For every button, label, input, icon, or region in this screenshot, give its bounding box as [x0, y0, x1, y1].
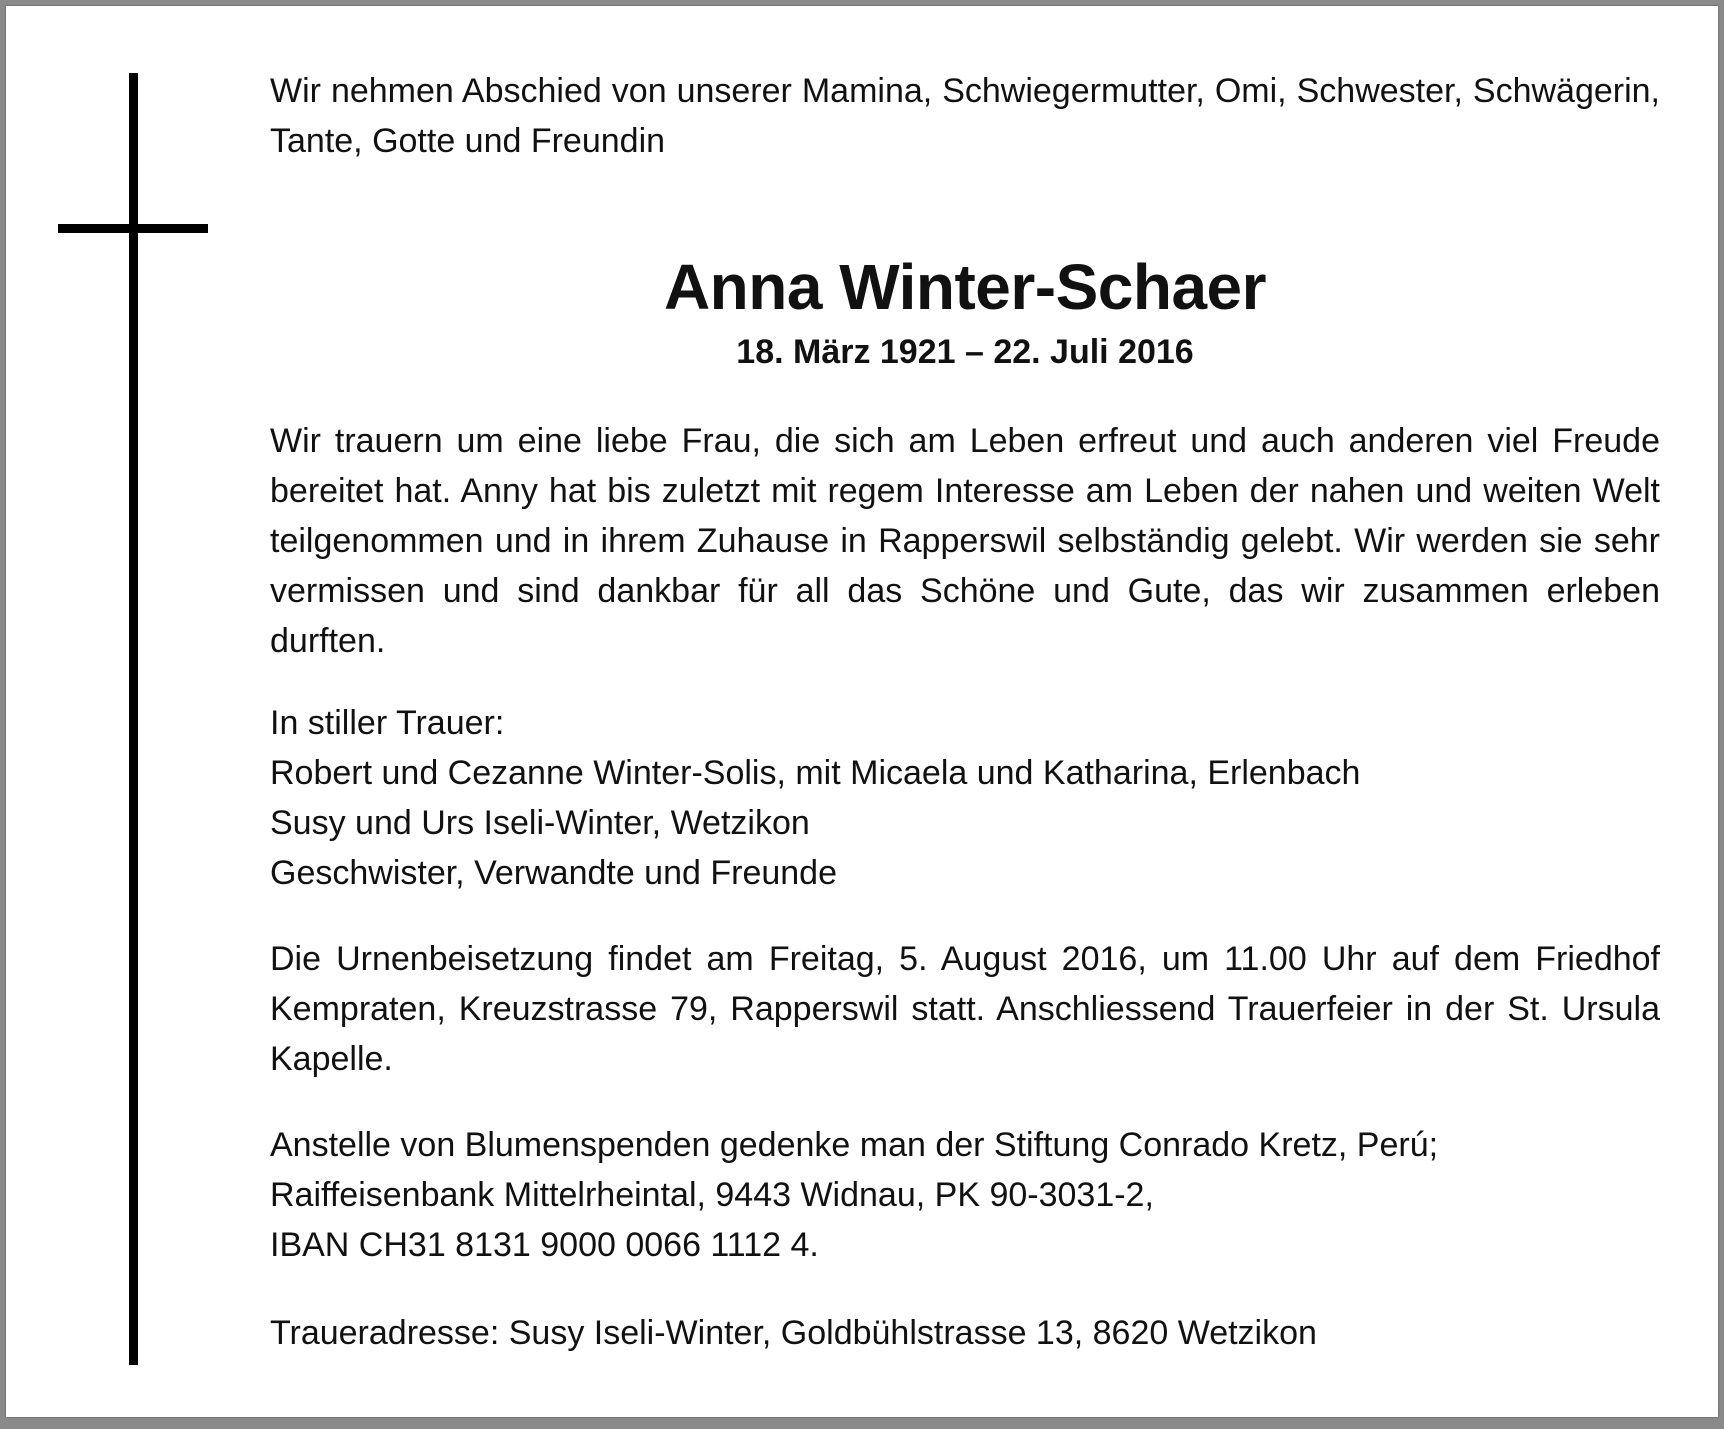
- mourner-line: Susy und Urs Iseli-Winter, Wetzikon: [270, 804, 810, 842]
- intro-text: Wir nehmen Abschied von unserer Mamina, Schwiegermutter, Omi, Schwester, Schwägerin, Tante, Gotte und Freundin: [270, 72, 1660, 160]
- mourner-line: Geschwister, Verwandte und Freunde: [270, 854, 837, 892]
- mourner-line: Robert und Cezanne Winter-Solis, mit Micaela und Katharina, Erlenbach: [270, 754, 1361, 792]
- obituary-content: [270, 66, 1660, 1358]
- obituary-page: [6, 6, 1718, 1417]
- mourning-address: Traueradresse: Susy Iseli-Winter, Goldbühlstrasse 13, 8620 Wetzikon: [270, 1314, 1317, 1352]
- donation-line: IBAN CH31 8131 9000 0066 1112 4.: [270, 1226, 819, 1264]
- cross-horizontal-bar: [58, 224, 208, 233]
- donations-block: [270, 1120, 1660, 1270]
- cross-vertical-bar: [129, 73, 138, 1365]
- tribute-text: Wir trauern um eine liebe Frau, die sich am Leben erfreut und auch anderen viel Freude bereitet hat. Anny hat bis zuletzt mit regem Interesse am Leben der nahen und weiten Welt teilgenommen und in ihrem Zuhause in Rapperswil selbständig gelebt. Wir werden sie sehr vermissen und sind dankbar für all das Schöne und Gute, das wir zusammen erleben durften.: [270, 422, 1660, 660]
- funeral-notice: Die Urnenbeisetzung findet am Freitag, 5. August 2016, um 11.00 Uhr auf dem Friedhof Kempraten, Kreuzstrasse 79, Rapperswil statt. Anschliessend Trauerfeier in der St. Ursula Kapelle.: [270, 940, 1660, 1078]
- mourners-block: [270, 698, 1660, 898]
- donation-line: Raiffeisenbank Mittelrheintal, 9443 Widnau, PK 90-3031-2,: [270, 1176, 1154, 1214]
- deceased-name: Anna Winter-Schaer: [663, 251, 1267, 323]
- donation-line: Anstelle von Blumenspenden gedenke man der Stiftung Conrado Kretz, Perú;: [270, 1126, 1439, 1164]
- life-dates: 18. März 1921 – 22. Juli 2016: [736, 333, 1194, 371]
- mourners-heading: In stiller Trauer:: [270, 704, 505, 742]
